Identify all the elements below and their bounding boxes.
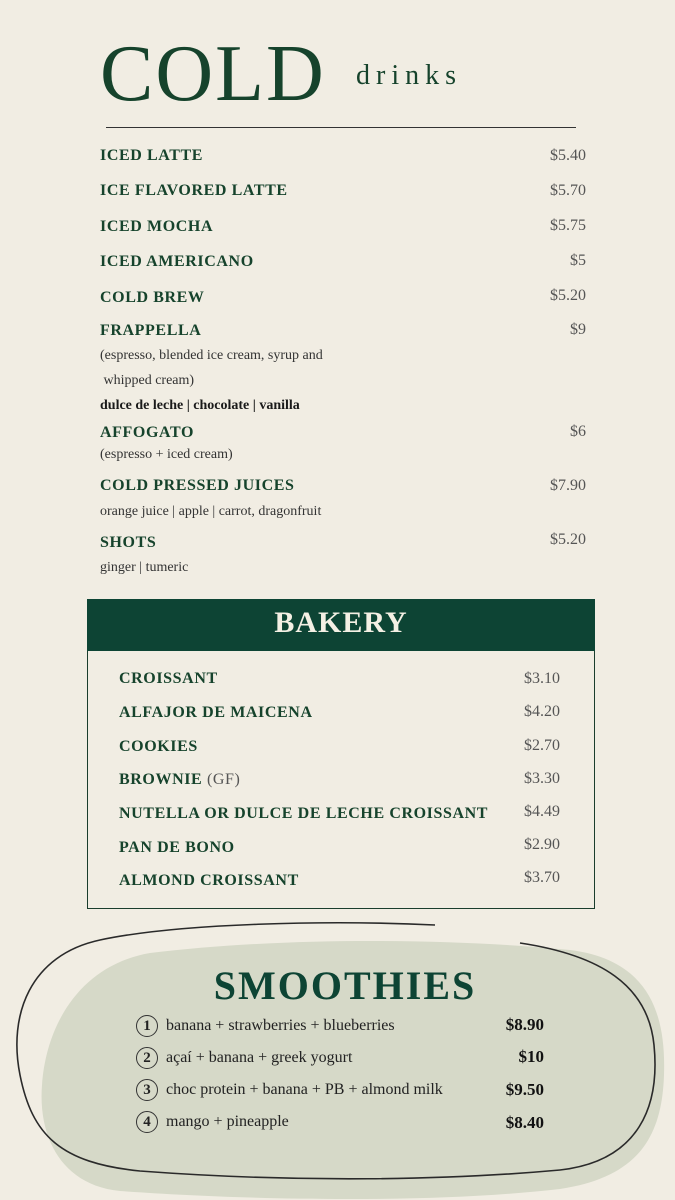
menu-item-name: ICED LATTE xyxy=(100,147,204,164)
smoothie-ingredients: choc protein + banana + PB + almond milk xyxy=(166,1081,443,1098)
bakery-item-name: CROISSANT xyxy=(119,670,218,687)
menu-item-name: AFFOGATO xyxy=(100,424,194,441)
smoothie-ingredients: açaí + banana + greek yogurt xyxy=(166,1049,353,1066)
bakery-item-name: NUTELLA OR DULCE DE LECHE CROISSANT xyxy=(119,805,489,822)
menu-item-price: $9 xyxy=(570,321,586,338)
menu-item-price: $5.75 xyxy=(550,217,586,234)
number-badge-icon: 3 xyxy=(136,1079,158,1101)
menu-title-drinks: drinks xyxy=(356,60,462,91)
menu-item-description: orange juice | apple | carrot, dragonfruit xyxy=(100,504,322,519)
number-badge-icon: 4 xyxy=(136,1111,158,1133)
menu-item-name: ICED AMERICANO xyxy=(100,253,254,270)
bakery-item-price: $3.30 xyxy=(524,770,560,787)
bakery-item-name: ALMOND CROISSANT xyxy=(119,872,299,889)
bakery-item-price: $3.10 xyxy=(524,670,560,687)
number-badge-icon: 2 xyxy=(136,1047,158,1069)
menu-item-name: ICED MOCHA xyxy=(100,218,214,235)
smoothie-price: $8.90 xyxy=(505,1015,544,1034)
bakery-item-price: $4.20 xyxy=(524,703,560,720)
menu-item-description: ginger | tumeric xyxy=(100,560,189,575)
menu-item-price: $7.90 xyxy=(550,477,586,494)
menu-item-price: $5.20 xyxy=(550,531,586,548)
menu-item-description: whipped cream) xyxy=(100,373,195,388)
menu-item-name: SHOTS xyxy=(100,534,157,551)
smoothies-title: SMOOTHIES xyxy=(213,963,477,1008)
menu-item-name: COLD PRESSED JUICES xyxy=(100,477,295,494)
smoothie-ingredients: banana + strawberries + blueberries xyxy=(166,1017,395,1034)
bakery-item-name xyxy=(119,771,240,789)
number-badge-icon: 1 xyxy=(136,1015,158,1037)
smoothie-price: $10 xyxy=(518,1047,544,1066)
bakery-title: BAKERY xyxy=(274,606,408,639)
menu-item-price: $6 xyxy=(570,423,586,440)
smoothie-price: $8.40 xyxy=(505,1113,544,1132)
menu-item-name: ICE FLAVORED LATTE xyxy=(100,182,288,199)
menu-item-price: $5.40 xyxy=(550,147,586,164)
gluten-free-tag: (GF) xyxy=(206,771,241,788)
smoothie-price: $9.50 xyxy=(505,1080,544,1099)
bakery-item-name: ALFAJOR DE MAICENA xyxy=(119,704,313,721)
menu-item-description: (espresso + iced cream) xyxy=(100,447,233,462)
menu-item-price: $5.70 xyxy=(550,182,586,199)
bakery-item-price: $4.49 xyxy=(524,803,560,820)
bakery-item-label: BROWNIE xyxy=(119,771,203,788)
bakery-item-name: COOKIES xyxy=(119,738,198,755)
header-divider xyxy=(106,127,576,128)
bakery-item-name: PAN DE BONO xyxy=(119,839,235,856)
bakery-item-price: $2.70 xyxy=(524,737,560,754)
menu-item-options: dulce de leche | chocolate | vanilla xyxy=(100,398,300,413)
smoothie-ingredients: mango + pineapple xyxy=(166,1113,289,1130)
menu-item-description: (espresso, blended ice cream, syrup and xyxy=(100,348,323,363)
bakery-item-price: $2.90 xyxy=(524,836,560,853)
menu-title-cold: COLD xyxy=(100,30,326,118)
bakery-item-price: $3.70 xyxy=(524,869,560,886)
menu-item-name: FRAPPELLA xyxy=(100,322,202,339)
menu-item-price: $5 xyxy=(570,252,586,269)
menu-item-price: $5.20 xyxy=(550,287,586,304)
menu-item-name: COLD BREW xyxy=(100,289,205,306)
